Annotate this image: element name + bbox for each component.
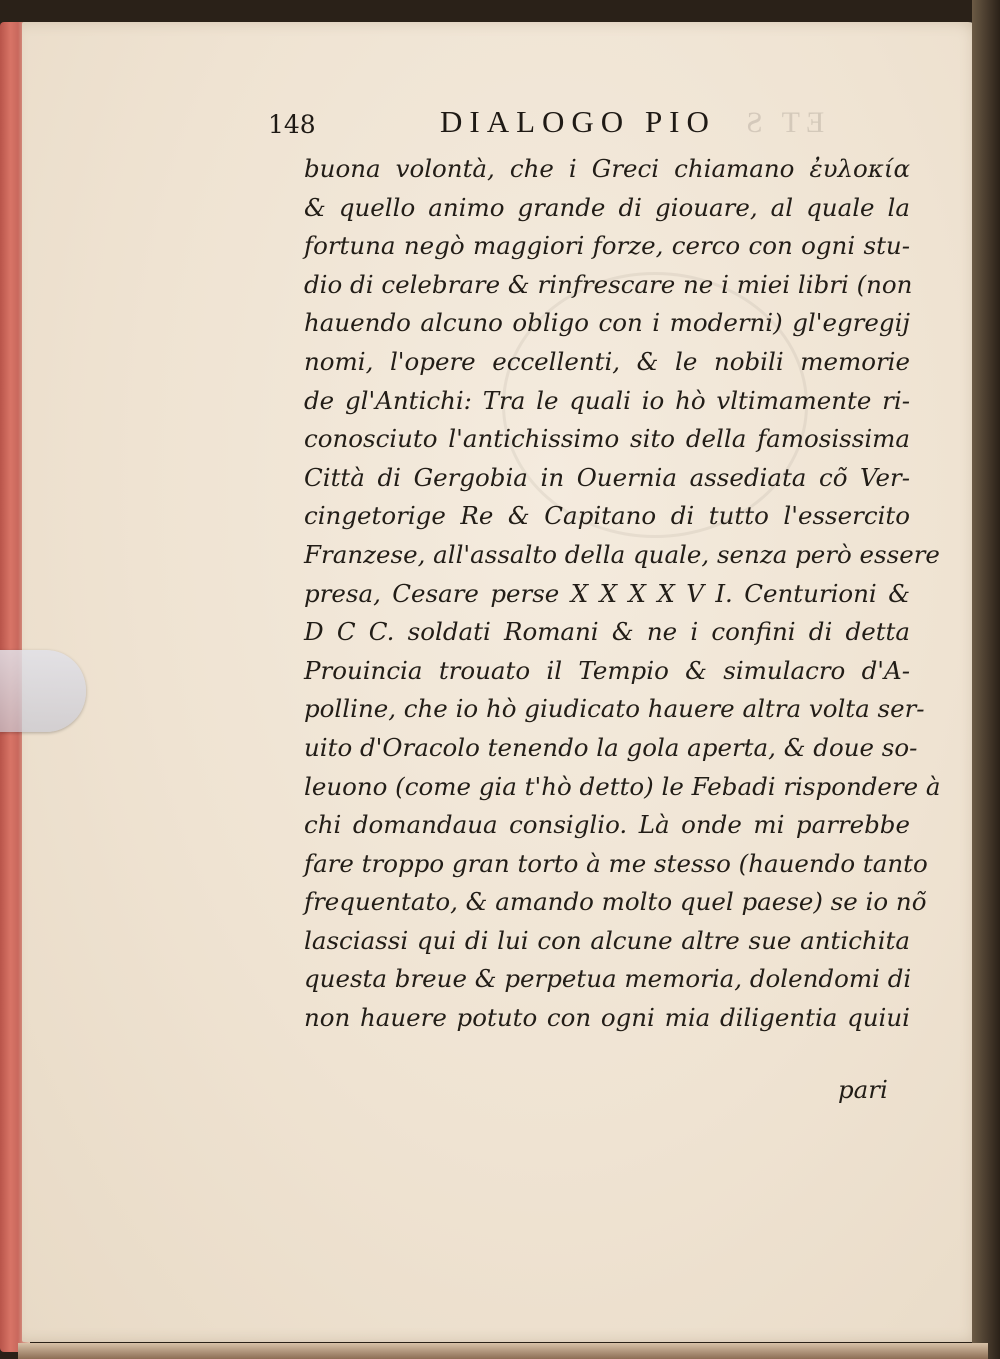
- text-line: Prouincia trouato il Tempio & simulacro d'A-: [304, 655, 910, 685]
- text-line: D C C. soldati Romani & ne i confini di detta: [304, 617, 910, 647]
- body-text: [304, 150, 941, 1038]
- page-number: 148: [268, 110, 316, 139]
- text-line: frequentato, & amando molto quel paese) se io nõ: [304, 887, 927, 917]
- text-line: cingetorige Re & Capitano di tutto l'essercito: [304, 501, 910, 531]
- running-head: DIALOGO PIO: [440, 104, 716, 139]
- text-line: uito d'Oracolo tenendo la gola aperta, & doue so-: [304, 732, 918, 762]
- text-line: hauendo alcuno obligo con i moderni) gl'egregij: [304, 308, 910, 338]
- text-line: non hauere potuto con ogni mia diligentia quiui: [304, 1003, 910, 1033]
- text-line: fare troppo gran torto à me stesso (hauendo tanto: [304, 848, 928, 878]
- text-line: lasciassi qui di lui con alcune altre sue antichita: [304, 925, 910, 955]
- text-line: de gl'Antichi: Tra le quali io hò vltimamente ri-: [304, 385, 910, 415]
- binding-shadow: [972, 0, 1000, 1359]
- catchword: pari: [838, 1075, 888, 1104]
- text-line: leuono (come gia t'hò detto) le Febadi rispondere à: [304, 771, 941, 801]
- page-bottom-edge: [18, 1343, 988, 1359]
- text-line: questa breue & perpetua memoria, dolendomi di: [304, 964, 912, 994]
- text-line: buona volontà, che i Greci chiamano ἐυλοκία: [304, 154, 910, 183]
- text-line: nomi, l'opere eccellenti, & le nobili memorie: [304, 346, 910, 376]
- bleed-through-text: ET S: [740, 106, 825, 139]
- text-line: presa, Cesare perse X X X X V I. Centurioni &: [304, 578, 910, 608]
- text-line: & quello animo grande di giouare, al quale la: [304, 192, 910, 222]
- bookmark-tab[interactable]: [0, 650, 86, 732]
- text-line: Franzese, all'assalto della quale, senza però essere: [304, 539, 940, 569]
- page-header: [268, 102, 828, 146]
- text-line: conosciuto l'antichissimo sito della famosissima: [304, 424, 910, 454]
- text-line: chi domandaua consiglio. Là onde mi parrebbe: [304, 810, 910, 840]
- text-line: dio di celebrare & rinfrescare ne i miei libri (non: [304, 269, 913, 299]
- text-line: polline, che io hò giudicato hauere altra volta ser-: [304, 694, 925, 724]
- text-line: fortuna negò maggiori forze, cerco con ogni stu-: [304, 231, 910, 261]
- text-line: Città di Gergobia in Ouernia assediata cõ Ver-: [304, 462, 910, 492]
